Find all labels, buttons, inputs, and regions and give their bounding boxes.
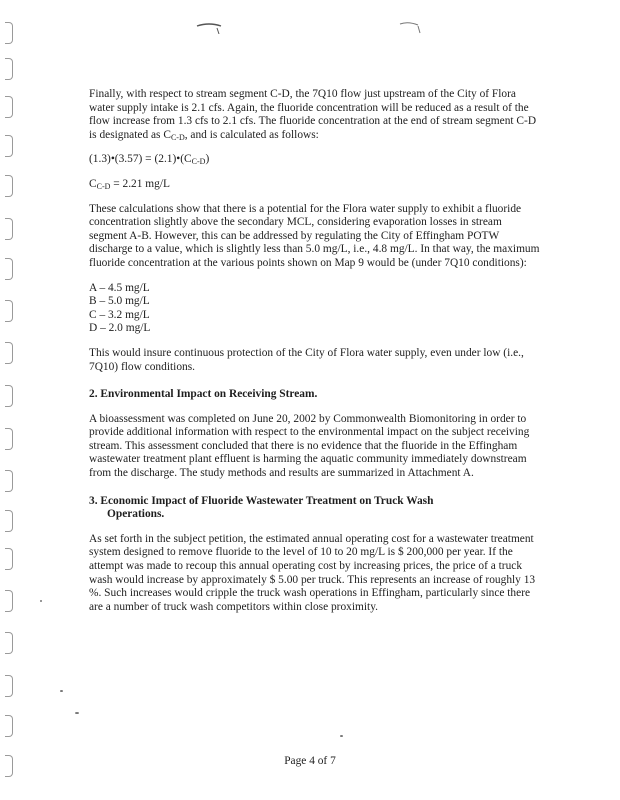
scan-mark <box>398 18 428 34</box>
binder-hole <box>5 96 13 118</box>
binder-hole <box>5 258 13 280</box>
binder-hole <box>5 715 13 737</box>
binder-hole <box>5 632 13 654</box>
scan-speck <box>340 735 343 737</box>
binder-hole <box>5 428 13 450</box>
binder-hole <box>5 218 13 240</box>
section-2-body: A bioassessment was completed on June 20, 2002 by Commonwealth Biomonitoring in order to provide additional information with respect to the environmental impact on the subject receiving stream. This assessment concluded that there is no evidence that the fluoride in the Effingham wastewater treatment plant effluent is harming the aquatic community immediately downstream from the discharge. The study methods and results are summarized in Attachment A. <box>89 412 530 480</box>
insure-paragraph: This would insure continuous protection of the City of Flora water supply, even under low (i.e., 7Q10) flow conditions. <box>89 346 524 373</box>
binder-holes <box>2 0 18 800</box>
page-number: Page 4 of 7 <box>284 755 336 767</box>
section-3-heading: 3. Economic Impact of Fluoride Wastewater Treatment on Truck Wash Operations. <box>89 494 434 521</box>
scan-speck <box>60 690 63 692</box>
calculation-paragraph: These calculations show that there is a potential for the Flora water supply to exhibit a fluoride concentration slightly above the secondary MCL, considering evaporation losses in stream segment A-B. However, this can be addressed by regulating the City of Effingham POTW discharge to a value, which is slightly less than 5.0 mg/L, i.e., 4.8 mg/L. In that way, the maximum fluoride concentration at the various points shown on Map 9 would be (under 7Q10 conditions): <box>89 202 540 269</box>
binder-hole <box>5 300 13 322</box>
binder-hole <box>5 58 13 80</box>
section-2-heading: 2. Environmental Impact on Receiving Stream. <box>89 388 318 401</box>
scan-speck <box>40 600 42 602</box>
section-3-body: As set forth in the subject petition, the estimated annual operating cost for a wastewater treatment system designed to remove fluoride to the level of 10 to 20 mg/L is $ 200,000 per year. If the attempt was made to recoup this annual operating cost by increasing prices, the price of a truck wash would increase by approximately $ 5.00 per truck. This represents an increase of roughly 13 %. Such increases would cripple the truck wash operations in Effingham, particularly since there are a number of truck wash competitors within close proximity. <box>89 532 536 613</box>
list-item: B – 5.0 mg/L <box>89 295 150 308</box>
list-item: C – 3.2 mg/L <box>89 308 150 321</box>
binder-hole <box>5 470 13 492</box>
binder-hole <box>5 548 13 570</box>
document-body <box>89 88 541 614</box>
list-item: D – 2.0 mg/L <box>89 322 151 335</box>
equation-result: $C_{C-D} = 2.21$ mg/L <box>89 177 170 191</box>
binder-hole <box>5 385 13 407</box>
scan-mark <box>195 18 235 34</box>
list-item: A – 4.5 mg/L <box>89 281 150 294</box>
binder-hole <box>5 590 13 612</box>
binder-hole <box>5 22 13 44</box>
binder-hole <box>5 135 13 157</box>
binder-hole <box>5 175 13 197</box>
intro-paragraph: Finally, with respect to stream segment C-D, the 7Q10 flow just upstream of the City of Flora water supply intake is 2.1 cfs. Again, the fluoride concentration will be reduced as a result of the flow increase from 1.3 cfs to 2.1 cfs. The fluoride concentration at the end of stream segment C-D is designated as $C_{C-D}$, and is calculated as follows: <box>89 88 537 142</box>
concentration-list <box>89 282 541 336</box>
equation-flow-balance: (1.3)•(3.57) = $(2.1)•(C_{C-D})$ <box>89 153 210 167</box>
binder-hole <box>5 675 13 697</box>
binder-hole <box>5 342 13 364</box>
scan-speck <box>75 712 79 714</box>
binder-hole <box>5 510 13 532</box>
